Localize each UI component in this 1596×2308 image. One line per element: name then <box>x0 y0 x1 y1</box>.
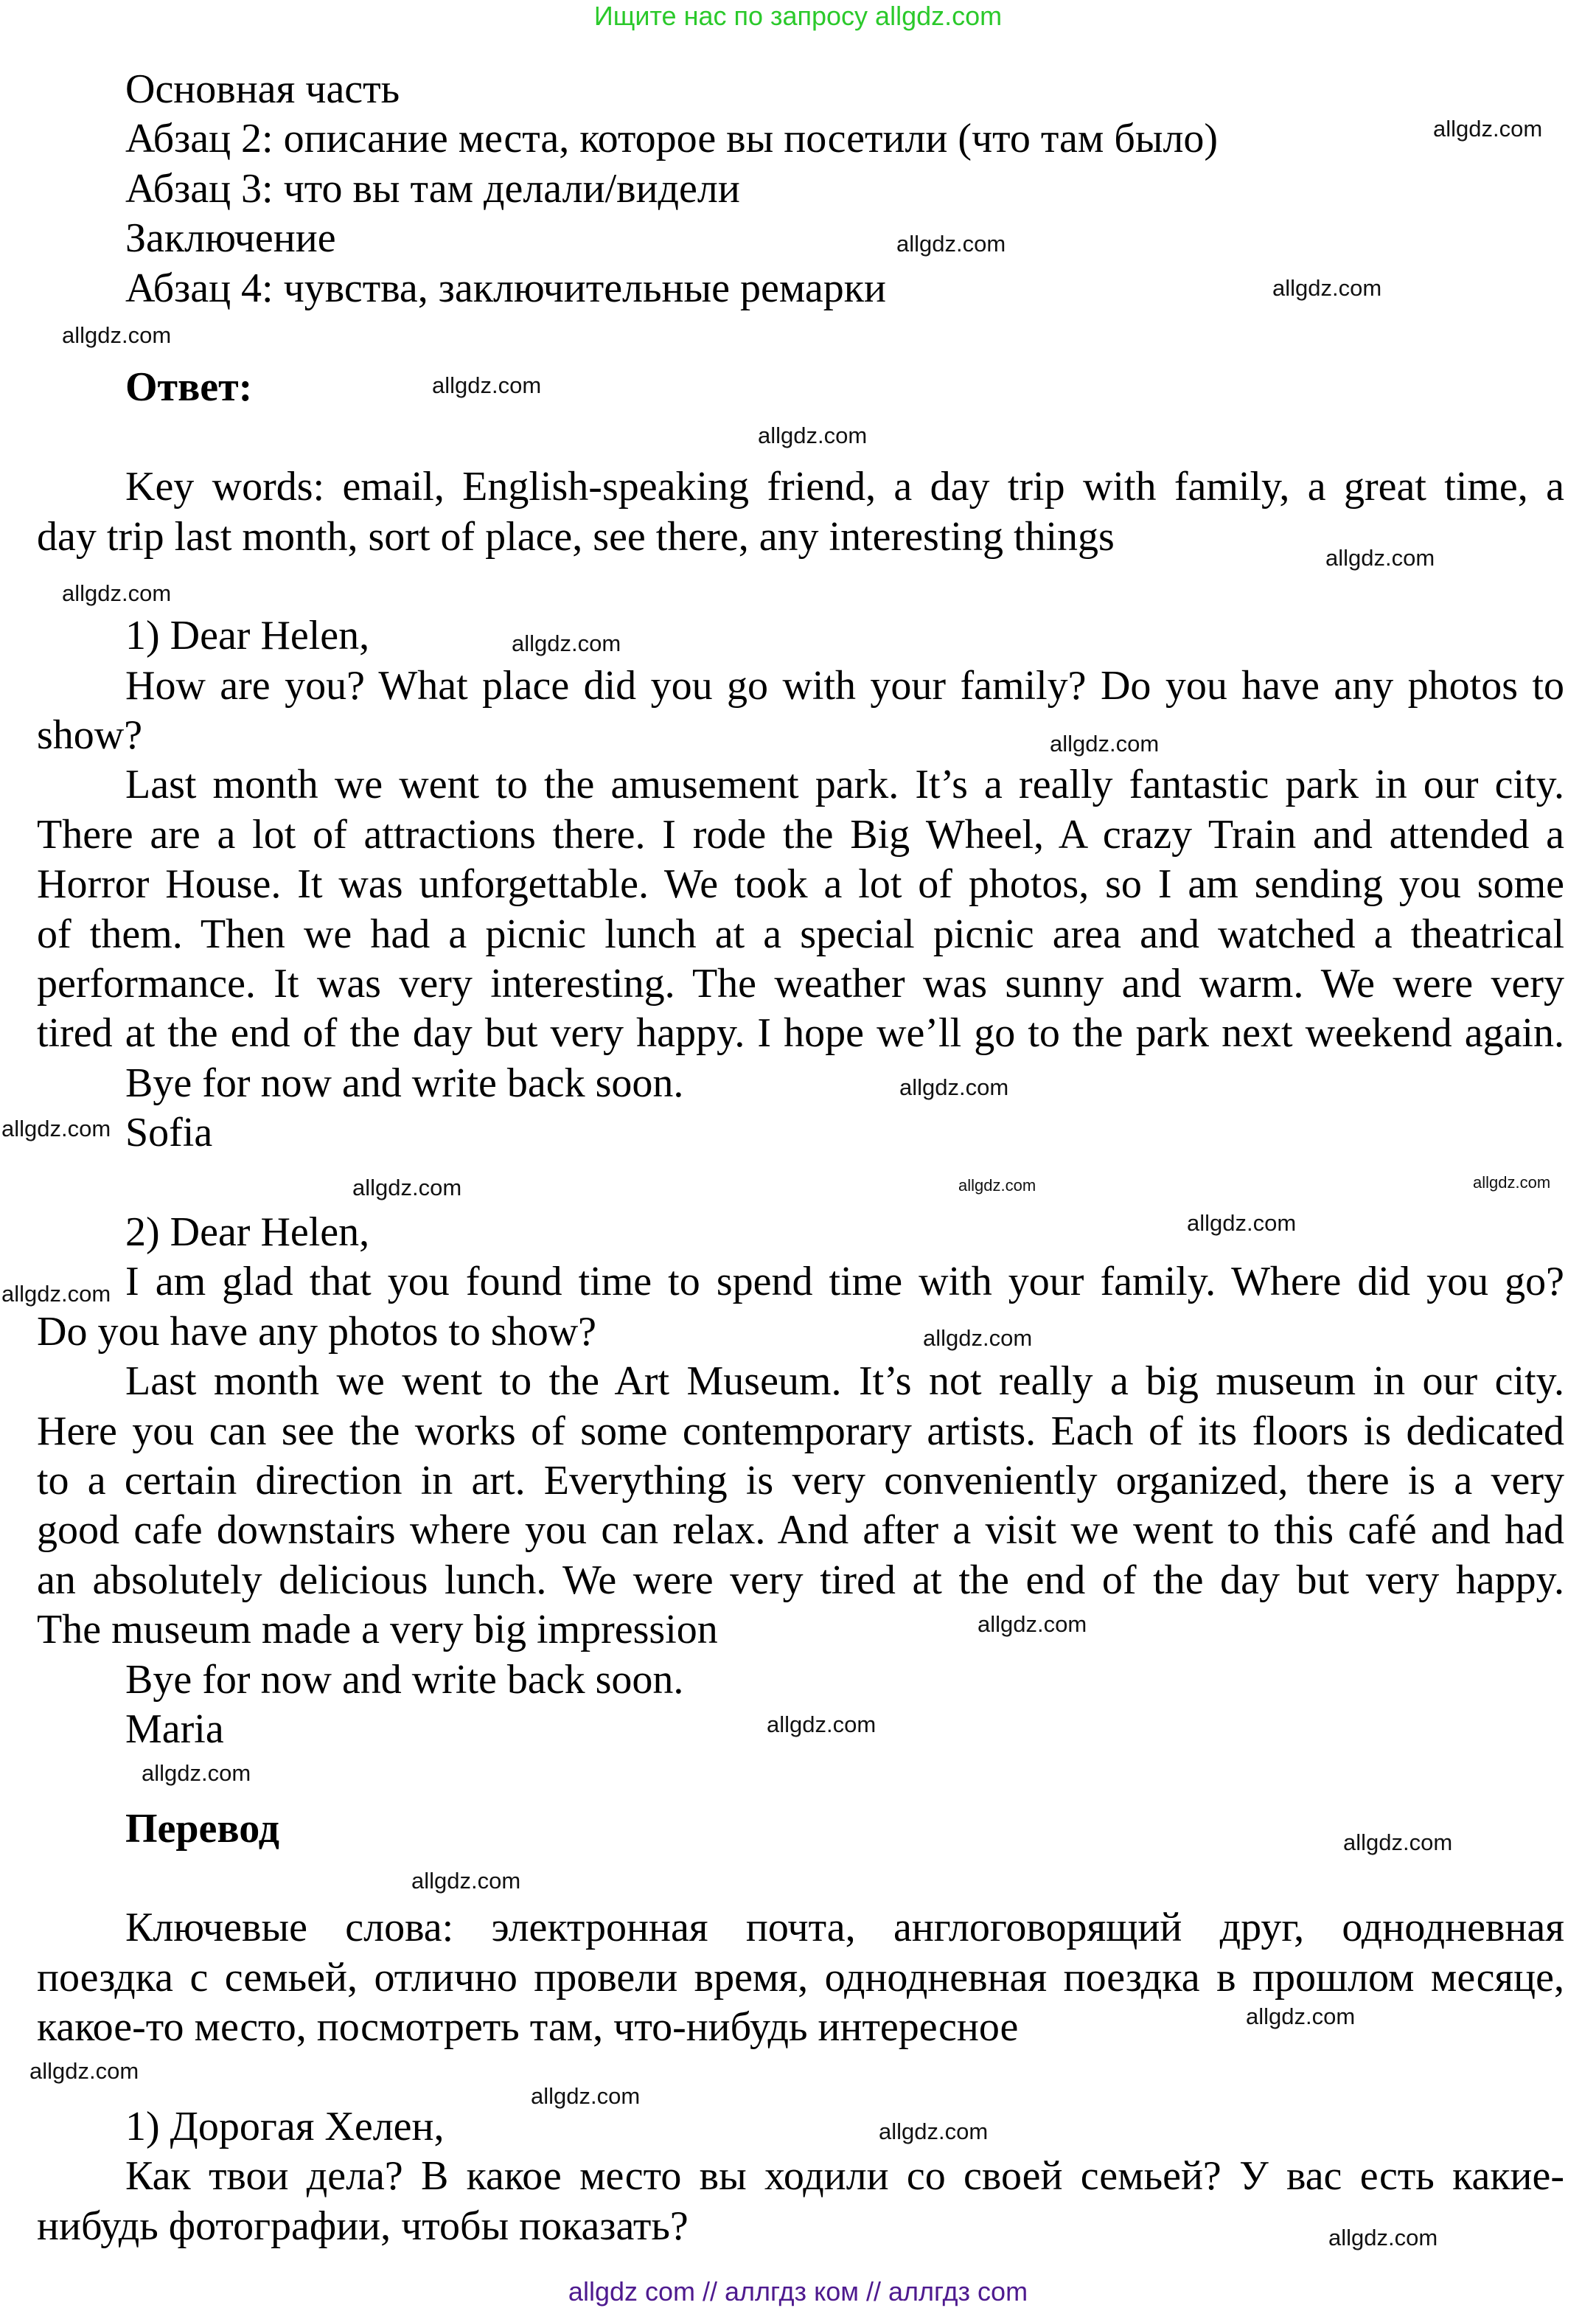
watermark: allgdz.com <box>958 1176 1036 1195</box>
text-line: Ключевые слова: электронная почта, англоговорящий друг, однодневная <box>125 1905 1564 1951</box>
text-line: Sofia <box>125 1110 213 1156</box>
outline-line: Абзац 2: описание места, которое вы посетили (что там было) <box>125 116 1219 162</box>
text-line: I am glad that you found time to spend time with your family. Where did you go? <box>125 1259 1564 1305</box>
translation-heading: Перевод <box>125 1805 279 1852</box>
watermark: allgdz.com <box>1272 275 1382 301</box>
watermark: allgdz.com <box>923 1325 1033 1351</box>
text-line: How are you? What place did you go with your family? Do you have any photos to <box>125 662 1564 709</box>
text-line: Bye for now and write back soon. <box>125 1060 684 1106</box>
watermark: allgdz.com <box>1343 1829 1453 1855</box>
text-line: to a certain direction in art. Everything is very conveniently organized, there is a very <box>37 1457 1564 1504</box>
text-line: какое-то место, посмотреть там, что-нибудь интересное <box>37 2004 1019 2051</box>
watermark: allgdz.com <box>432 372 542 398</box>
site-banner[interactable]: Ищите нас по запросу allgdz.com <box>593 1 1003 31</box>
text-line: 2) Dear Helen, <box>125 1209 370 1255</box>
text-line: Here you can see the works of some contemporary artists. Each of its floors is dedicated <box>37 1408 1564 1454</box>
text-line: Как твои дела? В какое место вы ходили со своей семьей? У вас есть какие- <box>125 2153 1564 2200</box>
text-line: Last month we went to the amusement park. It’s a really fantastic park in our city. <box>125 762 1564 808</box>
text-line: Horror House. It was unforgettable. We took a lot of photos, so I am sending you some <box>37 861 1564 908</box>
text-line: There are a lot of attractions there. I rode the Big Wheel, A crazy Train and attended a <box>37 811 1564 858</box>
outline-line: Абзац 4: чувства, заключительные ремарки <box>125 265 886 311</box>
watermark: allgdz.com <box>899 1074 1009 1100</box>
watermark: allgdz.com <box>1050 731 1160 757</box>
watermark: allgdz.com <box>142 1760 251 1786</box>
watermark: allgdz.com <box>1325 545 1435 571</box>
outline-line: Основная часть <box>125 66 400 112</box>
text-line: Bye for now and write back soon. <box>125 1656 684 1703</box>
watermark: allgdz.com <box>411 1868 521 1894</box>
watermark: allgdz.com <box>1473 1173 1551 1192</box>
text-line: Maria <box>125 1706 224 1752</box>
watermark: allgdz.com <box>1246 2003 1356 2029</box>
watermark: allgdz.com <box>1328 2225 1438 2250</box>
site-footer-links[interactable]: allgdz com // аллгдз ком // аллгдз com <box>568 2276 1028 2307</box>
text-line: show? <box>37 712 143 759</box>
watermark: allgdz.com <box>879 2118 989 2144</box>
watermark: allgdz.com <box>896 231 1006 257</box>
watermark: allgdz.com <box>978 1611 1087 1637</box>
watermark: allgdz.com <box>29 2058 139 2084</box>
text-line: good cafe downstairs where you can relax. And after a visit we went to this café and had <box>37 1507 1564 1554</box>
outline-line: Абзац 3: что вы там делали/видели <box>125 165 740 212</box>
answer-heading: Ответ: <box>125 364 253 411</box>
outline-line: Заключение <box>125 215 336 262</box>
text-line: an absolutely delicious lunch. We were very tired at the end of the day but very happy. <box>37 1557 1564 1603</box>
text-line: Last month we went to the Art Museum. It’s not really a big museum in our city. <box>125 1358 1564 1405</box>
watermark: allgdz.com <box>531 2083 641 2109</box>
text-line: performance. It was very interesting. The weather was sunny and warm. We were very <box>37 961 1564 1007</box>
text-line: Do you have any photos to show? <box>37 1308 597 1355</box>
text-line: tired at the end of the day but very happy. I hope we’ll go to the park next weekend again. <box>37 1010 1564 1057</box>
text-line: нибудь фотографии, чтобы показать? <box>37 2203 689 2249</box>
watermark: allgdz.com <box>1 1116 111 1141</box>
text-line: 1) Dear Helen, <box>125 613 370 659</box>
text-line: поездка с семьей, отлично провели время, однодневная поездка в прошлом месяце, <box>37 1954 1564 2001</box>
text-line: day trip last month, sort of place, see there, any interesting things <box>37 513 1115 560</box>
text-line: Key words: email, English-speaking friend, a day trip with family, a great time, a <box>125 464 1564 510</box>
text-line: 1) Дорогая Хелен, <box>125 2104 445 2150</box>
watermark: allgdz.com <box>1187 1210 1297 1236</box>
watermark: allgdz.com <box>758 423 868 448</box>
document-body <box>37 65 1564 2251</box>
watermark: allgdz.com <box>767 1711 877 1737</box>
watermark: allgdz.com <box>1 1281 111 1307</box>
watermark: allgdz.com <box>62 322 172 348</box>
text-line: The museum made a very big impression <box>37 1607 718 1653</box>
watermark: allgdz.com <box>512 630 621 656</box>
watermark: allgdz.com <box>352 1175 462 1200</box>
text-line: of them. Then we had a picnic lunch at a special picnic area and watched a theatrical <box>37 911 1564 957</box>
watermark: allgdz.com <box>62 580 172 606</box>
watermark: allgdz.com <box>1433 116 1543 142</box>
